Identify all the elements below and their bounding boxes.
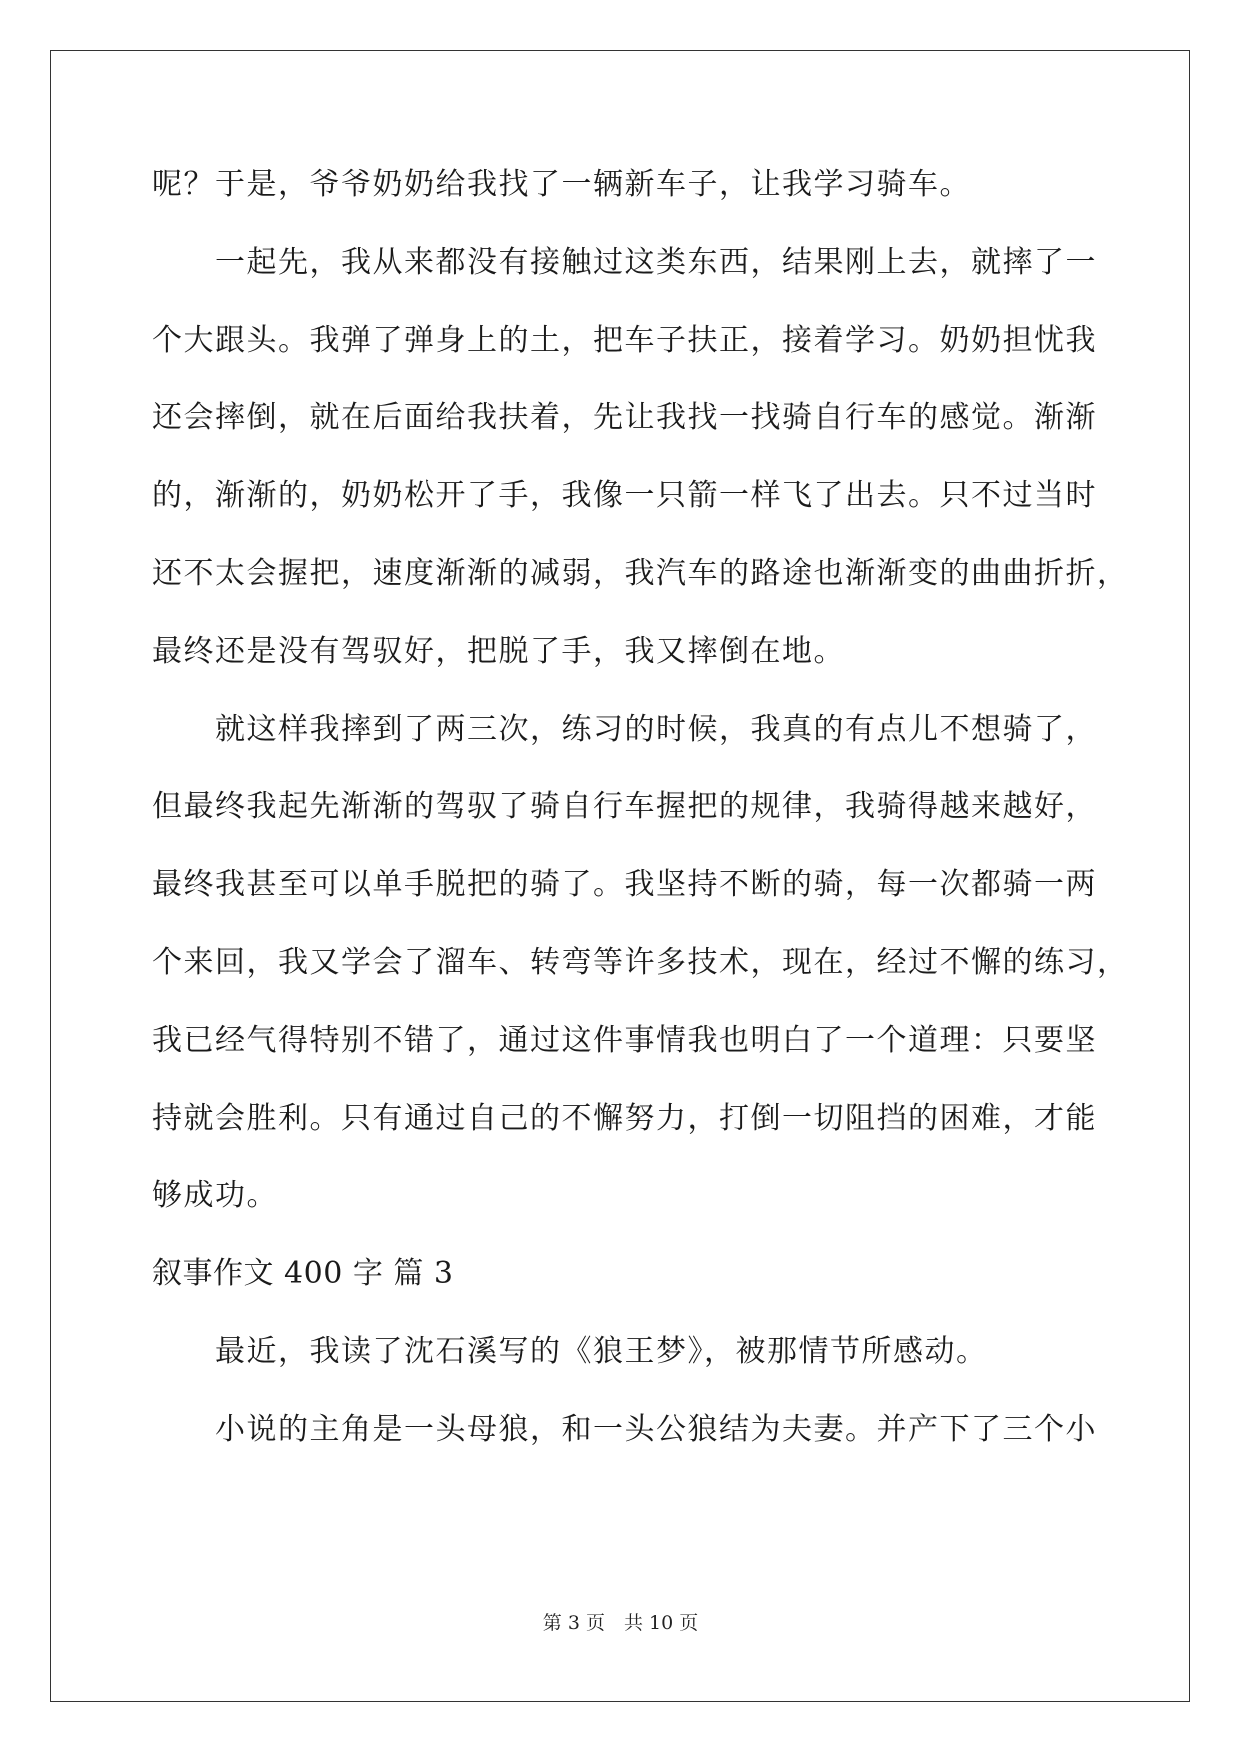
text-line: 最近，我读了沈石溪写的《狼王梦》，被那情节所感动。: [152, 1333, 988, 1369]
text-line: 我已经气得特别不错了，通过这件事情我也明白了一个道理：只要坚: [152, 1022, 1097, 1058]
text-line: 但最终我起先渐渐的驾驭了骑自行车握把的规律，我骑得越来越好，: [152, 789, 1097, 825]
text-line: 小说的主角是一头母狼，和一头公狼结为夫妻。并产下了三个小: [152, 1411, 1097, 1447]
text-line: 持就会胜利。只有通过自己的不懈努力，打倒一切阻挡的困难，才能: [152, 1100, 1097, 1136]
text-line: 还会摔倒，就在后面给我扶着，先让我找一找骑自行车的感觉。渐渐: [152, 400, 1097, 436]
text-line: 个大跟头。我弹了弹身上的土，把车子扶正，接着学习。奶奶担忧我: [152, 322, 1097, 358]
text-line: 最终还是没有驾驭好，把脱了手，我又摔倒在地。: [152, 633, 845, 669]
text-line: 个来回，我又学会了溜车、转弯等许多技术，现在，经过不懈的练习，: [152, 944, 1129, 980]
text-line: 够成功。: [152, 1178, 278, 1214]
text-line: 最终我甚至可以单手脱把的骑了。我坚持不断的骑，每一次都骑一两: [152, 867, 1097, 903]
text-line: 呢？于是，爷爷奶奶给我找了一辆新车子，让我学习骑车。: [152, 167, 971, 202]
text-line: 一起先，我从来都没有接触过这类东西，结果刚上去，就摔了一: [152, 244, 1097, 280]
document-body: [152, 158, 1129, 1481]
page-number: 第 3 页 共 10 页: [542, 1612, 699, 1634]
section-heading: 叙事作文 400 字 篇 3: [152, 1256, 454, 1292]
text-line: 还不太会握把，速度渐渐的减弱，我汽车的路途也渐渐变的曲曲折折，: [152, 555, 1129, 591]
text-line: 的，渐渐的，奶奶松开了手，我像一只箭一样飞了出去。只不过当时: [152, 478, 1097, 514]
text-line: 就这样我摔到了两三次，练习的时候，我真的有点儿不想骑了，: [152, 711, 1097, 747]
